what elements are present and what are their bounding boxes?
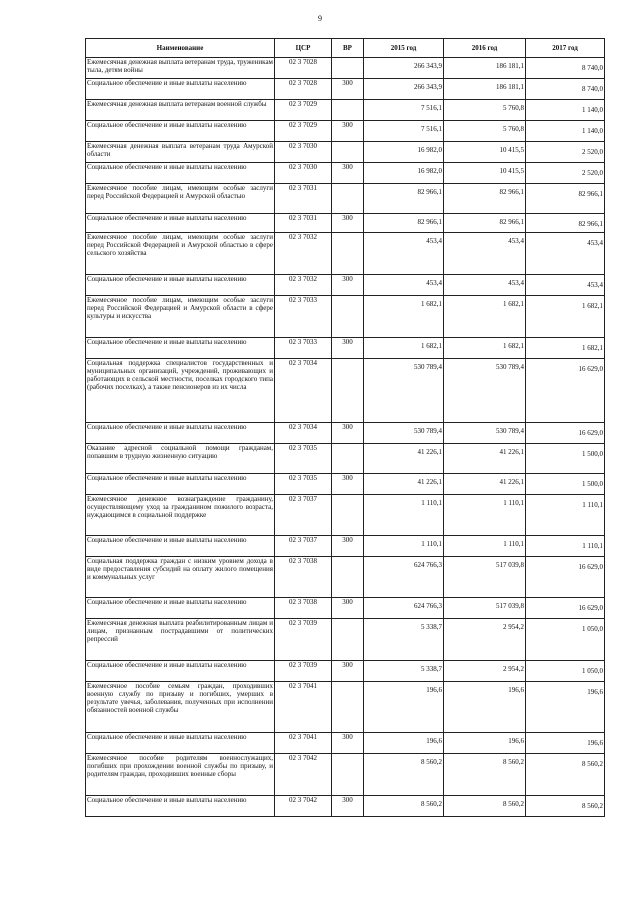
row-vr: 300 bbox=[332, 214, 364, 233]
row-2017 bbox=[526, 754, 605, 796]
row-csr: 02 3 7030 bbox=[275, 142, 332, 163]
row-2015 bbox=[364, 598, 444, 619]
row-vr: 300 bbox=[332, 474, 364, 495]
row-2016 bbox=[444, 142, 526, 163]
row-2015 bbox=[364, 557, 444, 598]
row-2015-value: 624 766,3 bbox=[414, 561, 442, 569]
row-csr: 02 3 7028 bbox=[275, 58, 332, 79]
row-2016 bbox=[444, 474, 526, 495]
row-csr: 02 3 7042 bbox=[275, 796, 332, 817]
row-2017 bbox=[526, 557, 605, 598]
row-2015-value: 453,4 bbox=[426, 237, 442, 245]
row-2015 bbox=[364, 619, 444, 661]
row-2016-value: 1 682,1 bbox=[503, 342, 524, 350]
table-body bbox=[86, 58, 605, 817]
row-name: Ежемесячное пособие семьям граждан, проходивших военную службу по призыву и погибших, умерших в результате увечья, заболевания, полученных при исполнении обязанностей военной службы bbox=[86, 682, 275, 733]
row-name: Социальное обеспечение и иные выплаты населению bbox=[86, 796, 275, 817]
row-name: Социальная поддержка граждан с низким уровнем дохода в виде предоставления субсидий на оплату жилого помещения и коммунальных услуг bbox=[86, 557, 275, 598]
row-2016-value: 1 110,1 bbox=[503, 499, 524, 507]
row-2015 bbox=[364, 58, 444, 79]
row-2017 bbox=[526, 100, 605, 121]
row-2016-value: 2 954,2 bbox=[503, 665, 524, 673]
row-2015-value: 16 982,0 bbox=[417, 146, 442, 154]
row-2016-value: 8 560,2 bbox=[503, 800, 524, 808]
row-2017 bbox=[526, 142, 605, 163]
row-csr: 02 3 7035 bbox=[275, 474, 332, 495]
row-vr: 300 bbox=[332, 79, 364, 100]
row-2017-value: 1 682,1 bbox=[582, 344, 603, 352]
row-csr: 02 3 7038 bbox=[275, 598, 332, 619]
row-2016 bbox=[444, 338, 526, 359]
row-csr: 02 3 7039 bbox=[275, 619, 332, 661]
row-2015 bbox=[364, 338, 444, 359]
row-2016 bbox=[444, 100, 526, 121]
row-2017-value: 1 500,0 bbox=[582, 450, 603, 458]
row-csr: 02 3 7035 bbox=[275, 444, 332, 474]
row-2015 bbox=[364, 661, 444, 682]
row-2017-value: 453,4 bbox=[587, 239, 603, 247]
row-2015-value: 196,6 bbox=[426, 737, 442, 745]
row-name: Ежемесячное пособие родителям военнослужащих, погибших при прохождении военной службы по призыву, и родителям граждан, проходивших военные сборы bbox=[86, 754, 275, 796]
table-row bbox=[86, 754, 605, 796]
row-2016-value: 41 226,1 bbox=[499, 448, 524, 456]
table-row bbox=[86, 275, 605, 296]
row-csr: 02 3 7041 bbox=[275, 733, 332, 754]
row-2016-value: 1 682,1 bbox=[503, 300, 524, 308]
row-2015 bbox=[364, 423, 444, 444]
row-2015 bbox=[364, 536, 444, 557]
table-row bbox=[86, 474, 605, 495]
row-2016-value: 453,4 bbox=[508, 279, 524, 287]
row-vr: 300 bbox=[332, 661, 364, 682]
row-2017 bbox=[526, 495, 605, 536]
row-2015 bbox=[364, 233, 444, 275]
row-2015-value: 5 338,7 bbox=[421, 623, 442, 631]
table-row bbox=[86, 184, 605, 214]
row-2016 bbox=[444, 754, 526, 796]
table-row bbox=[86, 557, 605, 598]
row-vr: 300 bbox=[332, 121, 364, 142]
row-csr: 02 3 7033 bbox=[275, 296, 332, 338]
row-2016 bbox=[444, 296, 526, 338]
row-2017-value: 16 629,0 bbox=[578, 604, 603, 612]
table-row bbox=[86, 661, 605, 682]
row-2015 bbox=[364, 214, 444, 233]
table-row bbox=[86, 163, 605, 184]
row-2015-value: 1 110,1 bbox=[421, 540, 442, 548]
row-csr: 02 3 7031 bbox=[275, 214, 332, 233]
row-2016 bbox=[444, 661, 526, 682]
row-name: Социальное обеспечение и иные выплаты населению bbox=[86, 338, 275, 359]
row-2015 bbox=[364, 184, 444, 214]
row-csr: 02 3 7028 bbox=[275, 79, 332, 100]
row-name: Социальное обеспечение и иные выплаты населению bbox=[86, 661, 275, 682]
row-csr: 02 3 7037 bbox=[275, 536, 332, 557]
row-2015 bbox=[364, 359, 444, 423]
row-2017 bbox=[526, 296, 605, 338]
row-2016-value: 2 954,2 bbox=[503, 623, 524, 631]
table-row bbox=[86, 100, 605, 121]
row-2017 bbox=[526, 121, 605, 142]
row-vr bbox=[332, 495, 364, 536]
row-2015-value: 266 343,9 bbox=[414, 83, 442, 91]
row-vr: 300 bbox=[332, 536, 364, 557]
row-csr: 02 3 7037 bbox=[275, 495, 332, 536]
row-2015 bbox=[364, 474, 444, 495]
row-csr: 02 3 7034 bbox=[275, 359, 332, 423]
row-2016 bbox=[444, 214, 526, 233]
row-2017 bbox=[526, 214, 605, 233]
row-2016-value: 196,6 bbox=[508, 686, 524, 694]
header-2016: 2016 год bbox=[444, 39, 526, 58]
table-row bbox=[86, 214, 605, 233]
table-row bbox=[86, 58, 605, 79]
row-name: Ежемесячная денежная выплата реабилитированным лицам и лицам, признанным пострадавшими от политических репрессий bbox=[86, 619, 275, 661]
row-csr: 02 3 7042 bbox=[275, 754, 332, 796]
row-2015 bbox=[364, 275, 444, 296]
row-2015-value: 82 966,1 bbox=[417, 188, 442, 196]
row-2017-value: 1 110,1 bbox=[582, 542, 603, 550]
row-2016 bbox=[444, 536, 526, 557]
row-2015 bbox=[364, 733, 444, 754]
row-2015 bbox=[364, 296, 444, 338]
row-vr: 300 bbox=[332, 163, 364, 184]
row-2016-value: 82 966,1 bbox=[499, 188, 524, 196]
row-2016 bbox=[444, 796, 526, 817]
row-2016 bbox=[444, 163, 526, 184]
row-csr: 02 3 7032 bbox=[275, 233, 332, 275]
row-2016 bbox=[444, 121, 526, 142]
row-name: Социальная поддержка специалистов государственных и муниципальных организаций, учреждений, проживающих и работающих в сельской местности, поселках городского типа (рабочих поселках), а также пенсионеров из их числа bbox=[86, 359, 275, 423]
table-row bbox=[86, 423, 605, 444]
row-2016 bbox=[444, 682, 526, 733]
row-2015 bbox=[364, 142, 444, 163]
row-2017 bbox=[526, 359, 605, 423]
table-row bbox=[86, 142, 605, 163]
row-2015-value: 41 226,1 bbox=[417, 478, 442, 486]
row-vr: 300 bbox=[332, 733, 364, 754]
row-2016 bbox=[444, 495, 526, 536]
row-vr: 300 bbox=[332, 423, 364, 444]
row-2017-value: 1 050,0 bbox=[582, 667, 603, 675]
row-2017-value: 16 629,0 bbox=[578, 429, 603, 437]
row-2017 bbox=[526, 796, 605, 817]
row-2016-value: 186 181,1 bbox=[496, 62, 524, 70]
row-name: Социальное обеспечение и иные выплаты населению bbox=[86, 423, 275, 444]
header-vr: ВР bbox=[332, 39, 364, 58]
row-2015-value: 82 966,1 bbox=[417, 218, 442, 226]
row-name: Социальное обеспечение и иные выплаты населению bbox=[86, 121, 275, 142]
row-2017 bbox=[526, 661, 605, 682]
row-vr: 300 bbox=[332, 338, 364, 359]
row-2017 bbox=[526, 184, 605, 214]
row-vr: 300 bbox=[332, 598, 364, 619]
row-2016-value: 5 760,8 bbox=[503, 125, 524, 133]
row-2015-value: 196,6 bbox=[426, 686, 442, 694]
row-name: Социальное обеспечение и иные выплаты населению bbox=[86, 163, 275, 184]
row-2016-value: 82 966,1 bbox=[499, 218, 524, 226]
row-2017-value: 82 966,1 bbox=[578, 220, 603, 228]
row-name: Ежемесячная денежная выплата ветеранам труда, труженикам тыла, детям войны bbox=[86, 58, 275, 79]
row-name: Оказание адресной социальной помощи гражданам, попавшим в трудную жизненную ситуацию bbox=[86, 444, 275, 474]
page-number: 9 bbox=[318, 14, 322, 23]
row-2016 bbox=[444, 184, 526, 214]
row-2016 bbox=[444, 79, 526, 100]
row-vr bbox=[332, 682, 364, 733]
row-csr: 02 3 7030 bbox=[275, 163, 332, 184]
row-name: Социальное обеспечение и иные выплаты населению bbox=[86, 214, 275, 233]
row-name: Ежемесячное денежное вознаграждение гражданину, осуществляющему уход за гражданином пожилого возраста, нуждающимся в социальной поддержке bbox=[86, 495, 275, 536]
row-2015-value: 5 338,7 bbox=[421, 665, 442, 673]
row-2017 bbox=[526, 423, 605, 444]
row-name: Социальное обеспечение и иные выплаты населению bbox=[86, 275, 275, 296]
row-vr: 300 bbox=[332, 796, 364, 817]
row-2017-value: 196,6 bbox=[587, 688, 603, 696]
row-2017-value: 16 629,0 bbox=[578, 365, 603, 373]
row-csr: 02 3 7038 bbox=[275, 557, 332, 598]
row-2015 bbox=[364, 682, 444, 733]
row-2017-value: 1 050,0 bbox=[582, 625, 603, 633]
header-2017: 2017 год bbox=[526, 39, 605, 58]
budget-table bbox=[85, 38, 605, 817]
row-2015-value: 1 682,1 bbox=[421, 300, 442, 308]
row-csr: 02 3 7032 bbox=[275, 275, 332, 296]
row-vr bbox=[332, 100, 364, 121]
row-2016-value: 517 039,8 bbox=[496, 561, 524, 569]
row-2015 bbox=[364, 79, 444, 100]
row-vr bbox=[332, 233, 364, 275]
row-vr: 300 bbox=[332, 275, 364, 296]
row-2016 bbox=[444, 58, 526, 79]
row-2017 bbox=[526, 338, 605, 359]
row-csr: 02 3 7034 bbox=[275, 423, 332, 444]
row-name: Ежемесячная денежная выплата ветеранам военной службы bbox=[86, 100, 275, 121]
row-vr bbox=[332, 444, 364, 474]
table-row bbox=[86, 233, 605, 275]
row-csr: 02 3 7031 bbox=[275, 184, 332, 214]
row-vr bbox=[332, 619, 364, 661]
table-row bbox=[86, 79, 605, 100]
row-2017 bbox=[526, 598, 605, 619]
row-2015 bbox=[364, 754, 444, 796]
row-2015-value: 41 226,1 bbox=[417, 448, 442, 456]
header-2015: 2015 год bbox=[364, 39, 444, 58]
row-2016-value: 41 226,1 bbox=[499, 478, 524, 486]
row-name: Социальное обеспечение и иные выплаты населению bbox=[86, 536, 275, 557]
row-2016 bbox=[444, 557, 526, 598]
row-2017-value: 1 140,0 bbox=[582, 106, 603, 114]
row-2015-value: 1 682,1 bbox=[421, 342, 442, 350]
row-2017-value: 16 629,0 bbox=[578, 563, 603, 571]
row-2017-value: 82 966,1 bbox=[578, 190, 603, 198]
row-name: Ежемесячная денежная выплата ветеранам труда Амурской области bbox=[86, 142, 275, 163]
row-2016 bbox=[444, 444, 526, 474]
row-2017-value: 196,6 bbox=[587, 739, 603, 747]
row-csr: 02 3 7039 bbox=[275, 661, 332, 682]
table-row bbox=[86, 444, 605, 474]
row-2016-value: 10 415,5 bbox=[499, 167, 524, 175]
row-2017-value: 1 110,1 bbox=[582, 501, 603, 509]
row-2015 bbox=[364, 100, 444, 121]
row-2015-value: 8 560,2 bbox=[421, 758, 442, 766]
row-csr: 02 3 7029 bbox=[275, 121, 332, 142]
row-2015-value: 16 982,0 bbox=[417, 167, 442, 175]
row-2017 bbox=[526, 474, 605, 495]
table-row bbox=[86, 296, 605, 338]
row-2015 bbox=[364, 796, 444, 817]
row-2016-value: 530 789,4 bbox=[496, 427, 524, 435]
row-name: Социальное обеспечение и иные выплаты населению bbox=[86, 733, 275, 754]
row-vr bbox=[332, 142, 364, 163]
row-2017 bbox=[526, 79, 605, 100]
row-name: Ежемесячное пособие лицам, имеющим особые заслуги перед Российской Федерацией и Амурской областью в сфере сельского хозяйства bbox=[86, 233, 275, 275]
row-2016-value: 517 039,8 bbox=[496, 602, 524, 610]
row-2015-value: 8 560,2 bbox=[421, 800, 442, 808]
row-csr: 02 3 7033 bbox=[275, 338, 332, 359]
row-2017 bbox=[526, 233, 605, 275]
row-2017-value: 1 140,0 bbox=[582, 127, 603, 135]
row-2017 bbox=[526, 58, 605, 79]
row-2016 bbox=[444, 598, 526, 619]
row-vr bbox=[332, 58, 364, 79]
row-2016-value: 186 181,1 bbox=[496, 83, 524, 91]
row-vr bbox=[332, 557, 364, 598]
row-name: Социальное обеспечение и иные выплаты населению bbox=[86, 598, 275, 619]
row-2017 bbox=[526, 444, 605, 474]
row-csr: 02 3 7029 bbox=[275, 100, 332, 121]
row-vr bbox=[332, 359, 364, 423]
row-2016-value: 5 760,8 bbox=[503, 104, 524, 112]
row-2015-value: 530 789,4 bbox=[414, 427, 442, 435]
row-2017 bbox=[526, 619, 605, 661]
row-name: Ежемесячное пособие лицам, имеющим особые заслуги перед Российской Федерацией и Амурской областью bbox=[86, 184, 275, 214]
row-2015 bbox=[364, 163, 444, 184]
row-2016-value: 453,4 bbox=[508, 237, 524, 245]
table-header-row bbox=[86, 39, 605, 58]
table-row bbox=[86, 338, 605, 359]
row-2017-value: 8 740,0 bbox=[582, 85, 603, 93]
row-2016 bbox=[444, 619, 526, 661]
row-2017-value: 453,4 bbox=[587, 281, 603, 289]
row-2016 bbox=[444, 359, 526, 423]
row-vr bbox=[332, 754, 364, 796]
row-2017-value: 1 682,1 bbox=[582, 302, 603, 310]
row-2016-value: 10 415,5 bbox=[499, 146, 524, 154]
row-2017 bbox=[526, 536, 605, 557]
row-2017 bbox=[526, 733, 605, 754]
table-row bbox=[86, 359, 605, 423]
row-2016 bbox=[444, 423, 526, 444]
row-2017 bbox=[526, 682, 605, 733]
row-2017-value: 8 740,0 bbox=[582, 64, 603, 72]
row-2017 bbox=[526, 275, 605, 296]
row-2015-value: 7 516,1 bbox=[421, 104, 442, 112]
row-name: Социальное обеспечение и иные выплаты населению bbox=[86, 474, 275, 495]
row-2016 bbox=[444, 233, 526, 275]
row-2016-value: 530 789,4 bbox=[496, 363, 524, 371]
table-row bbox=[86, 121, 605, 142]
table-row bbox=[86, 733, 605, 754]
row-name: Ежемесячное пособие лицам, имеющим особые заслуги перед Российской Федерацией и Амурской области в сфере культуры и искусства bbox=[86, 296, 275, 338]
row-2015 bbox=[364, 444, 444, 474]
header-name: Наименование bbox=[86, 39, 275, 58]
row-2017-value: 8 560,2 bbox=[582, 760, 603, 768]
row-2015-value: 453,4 bbox=[426, 279, 442, 287]
row-2015-value: 1 110,1 bbox=[421, 499, 442, 507]
row-2017 bbox=[526, 163, 605, 184]
table-row bbox=[86, 682, 605, 733]
table-row bbox=[86, 495, 605, 536]
row-2016 bbox=[444, 733, 526, 754]
row-csr: 02 3 7041 bbox=[275, 682, 332, 733]
row-2017-value: 8 560,2 bbox=[582, 802, 603, 810]
row-2016-value: 196,6 bbox=[508, 737, 524, 745]
table-row bbox=[86, 796, 605, 817]
row-2017-value: 2 520,0 bbox=[582, 148, 603, 156]
row-2016-value: 1 110,1 bbox=[503, 540, 524, 548]
row-2016 bbox=[444, 275, 526, 296]
row-2017-value: 1 500,0 bbox=[582, 480, 603, 488]
row-name: Социальное обеспечение и иные выплаты населению bbox=[86, 79, 275, 100]
table-row bbox=[86, 598, 605, 619]
row-2015-value: 266 343,9 bbox=[414, 62, 442, 70]
header-csr: ЦСР bbox=[275, 39, 332, 58]
row-2017-value: 2 520,0 bbox=[582, 169, 603, 177]
row-2016-value: 8 560,2 bbox=[503, 758, 524, 766]
row-2015-value: 7 516,1 bbox=[421, 125, 442, 133]
row-2015-value: 624 766,3 bbox=[414, 602, 442, 610]
row-2015 bbox=[364, 495, 444, 536]
table-row bbox=[86, 619, 605, 661]
row-2015-value: 530 789,4 bbox=[414, 363, 442, 371]
table-row bbox=[86, 536, 605, 557]
row-vr bbox=[332, 184, 364, 214]
row-2015 bbox=[364, 121, 444, 142]
row-vr bbox=[332, 296, 364, 338]
